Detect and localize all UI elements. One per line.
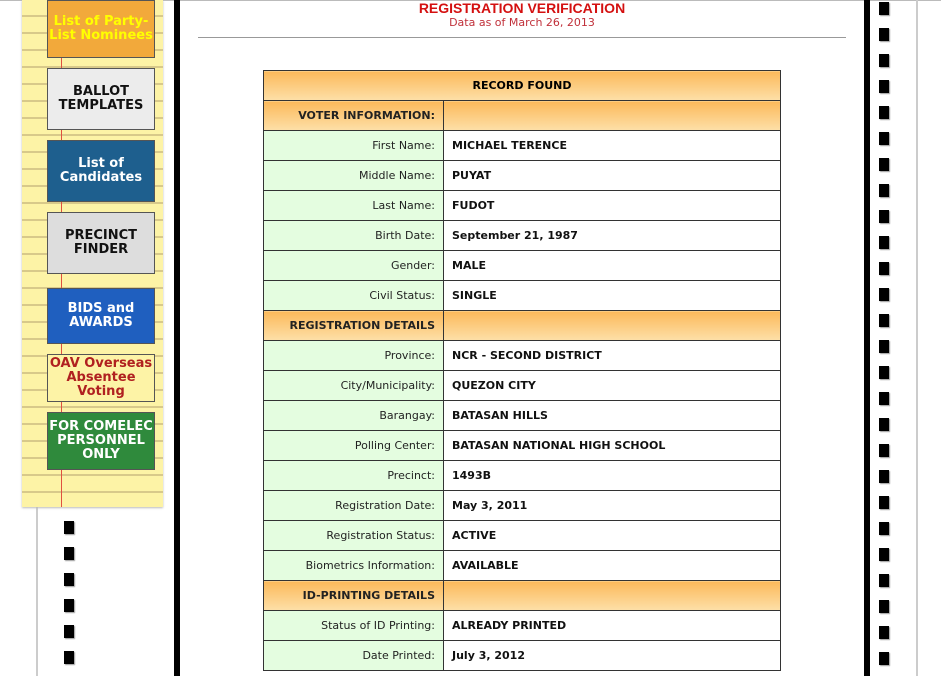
field-label: Province:	[264, 341, 444, 371]
film-sprocket-icon	[879, 80, 889, 93]
film-strip-right-bar	[864, 0, 870, 676]
film-sprocket-icon	[879, 288, 889, 301]
field-label: Precinct:	[264, 461, 444, 491]
film-sprocket-icon	[879, 574, 889, 587]
film-strip-left-bar	[174, 0, 180, 676]
film-sprocket-icon	[64, 599, 74, 612]
sidebar-link-6[interactable]	[47, 412, 155, 470]
film-sprocket-icon	[879, 2, 889, 15]
record-table	[263, 70, 781, 671]
field-value: SINGLE	[444, 281, 781, 311]
film-sprocket-icon	[879, 28, 889, 41]
film-sprocket-icon	[64, 651, 74, 664]
divider	[198, 37, 846, 38]
section-header-blank	[444, 101, 781, 131]
field-label: Date Printed:	[264, 641, 444, 671]
film-sprocket-icon	[879, 548, 889, 561]
page-title: REGISTRATION VERIFICATION	[418, 0, 626, 16]
film-sprocket-icon	[879, 470, 889, 483]
film-sprocket-icon	[879, 340, 889, 353]
field-label: Civil Status:	[264, 281, 444, 311]
section-header-blank	[444, 311, 781, 341]
sidebar-link-1[interactable]	[47, 68, 155, 130]
section-header: ID-PRINTING DETAILS	[264, 581, 444, 611]
sidebar-link-5[interactable]	[47, 354, 155, 402]
field-value: PUYAT	[444, 161, 781, 191]
sidebar-link-label: OAV Overseas Absentee Voting	[49, 355, 153, 400]
field-value: July 3, 2012	[444, 641, 781, 671]
field-value: May 3, 2011	[444, 491, 781, 521]
film-sprocket-icon	[879, 600, 889, 613]
field-label: Biometrics Information:	[264, 551, 444, 581]
section-header-blank	[444, 581, 781, 611]
film-sprocket-icon	[879, 366, 889, 379]
field-value: FUDOT	[444, 191, 781, 221]
sidebar-link-2[interactable]	[47, 140, 155, 202]
field-label: First Name:	[264, 131, 444, 161]
film-sprocket-icon	[879, 522, 889, 535]
film-sprocket-icon	[879, 652, 889, 665]
field-value: 1493B	[444, 461, 781, 491]
sidebar-link-label: PRECINCT FINDER	[64, 227, 138, 257]
field-value: MICHAEL TERENCE	[444, 131, 781, 161]
field-label: Polling Center:	[264, 431, 444, 461]
sidebar-link-4[interactable]	[47, 288, 155, 344]
record-status: RECORD FOUND	[264, 71, 781, 101]
field-value: AVAILABLE	[444, 551, 781, 581]
sidebar-link-0[interactable]	[47, 0, 155, 58]
field-label: Status of ID Printing:	[264, 611, 444, 641]
film-sprocket-icon	[879, 158, 889, 171]
film-sprocket-icon	[879, 132, 889, 145]
page-border-right	[916, 0, 918, 676]
film-sprocket-icon	[879, 392, 889, 405]
film-sprocket-icon	[64, 547, 74, 560]
film-sprocket-icon	[879, 236, 889, 249]
film-sprocket-icon	[879, 626, 889, 639]
section-header: VOTER INFORMATION:	[264, 101, 444, 131]
sidebar-link-label: List of Candidates	[59, 155, 143, 185]
field-label: Birth Date:	[264, 221, 444, 251]
film-sprocket-icon	[879, 496, 889, 509]
field-label: Gender:	[264, 251, 444, 281]
field-value: NCR - SECOND DISTRICT	[444, 341, 781, 371]
field-value: ACTIVE	[444, 521, 781, 551]
field-value: September 21, 1987	[444, 221, 781, 251]
film-sprocket-icon	[879, 444, 889, 457]
film-sprocket-icon	[64, 625, 74, 638]
sidebar-link-label: FOR COMELEC PERSONNEL ONLY	[49, 418, 153, 463]
film-sprocket-icon	[64, 573, 74, 586]
field-value: QUEZON CITY	[444, 371, 781, 401]
sidebar-link-label: BALLOT TEMPLATES	[58, 83, 144, 113]
film-sprocket-icon	[64, 521, 74, 534]
film-sprocket-icon	[879, 262, 889, 275]
film-sprocket-icon	[879, 418, 889, 431]
section-header: REGISTRATION DETAILS	[264, 311, 444, 341]
sidebar-link-3[interactable]	[47, 212, 155, 274]
field-label: Registration Status:	[264, 521, 444, 551]
film-sprocket-icon	[879, 314, 889, 327]
field-value: ALREADY PRINTED	[444, 611, 781, 641]
film-sprocket-icon	[879, 54, 889, 67]
field-label: City/Municipality:	[264, 371, 444, 401]
field-value: MALE	[444, 251, 781, 281]
film-sprocket-icon	[879, 106, 889, 119]
field-value: BATASAN NATIONAL HIGH SCHOOL	[444, 431, 781, 461]
field-label: Barangay:	[264, 401, 444, 431]
field-value: BATASAN HILLS	[444, 401, 781, 431]
film-sprocket-icon	[879, 210, 889, 223]
film-sprocket-icon	[879, 184, 889, 197]
field-label: Registration Date:	[264, 491, 444, 521]
sidebar-link-label: BIDS and AWARDS	[67, 300, 135, 330]
sidebar-link-label: List of Party-List Nominees	[49, 13, 153, 43]
field-label: Last Name:	[264, 191, 444, 221]
data-date: Data as of March 26, 2013	[449, 16, 595, 29]
field-label: Middle Name:	[264, 161, 444, 191]
